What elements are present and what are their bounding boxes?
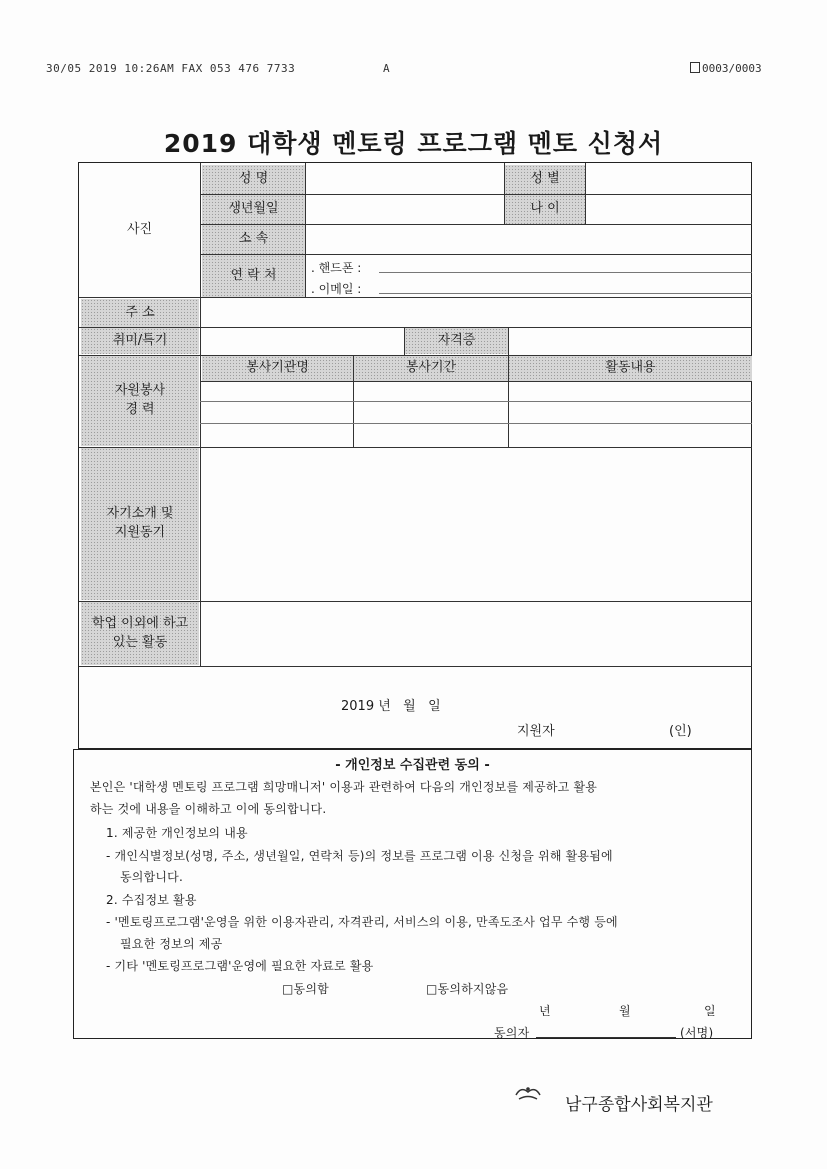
volunteer-label: 자원봉사 경 력 <box>114 383 166 417</box>
privacy-consent-box <box>73 749 752 1039</box>
fax-page-number: 0003/0003 <box>690 62 762 75</box>
consent-section-1b: 동의합니다. <box>120 870 183 884</box>
phone-label: . 핸드폰 : <box>311 261 362 275</box>
gender-label: 성 별 <box>530 171 560 187</box>
vol-period-header: 봉사기간 <box>405 360 457 376</box>
age-label: 나 이 <box>530 201 560 217</box>
applicant-label: 지원자 <box>517 724 555 739</box>
agree-checkbox[interactable]: □동의함 <box>282 982 329 996</box>
intro-label: 자기소개 및 지원동기 <box>106 506 174 540</box>
consenter-label: 동의자 <box>494 1026 530 1040</box>
fax-mark: A <box>383 62 390 75</box>
organization-logo-icon <box>513 1083 543 1105</box>
birth-label: 생년월일 <box>228 201 279 217</box>
consent-section-1: 1. 제공한 개인정보의 내용 <box>106 826 248 840</box>
sign-label: (서명) <box>680 1026 714 1040</box>
other-activity-label: 학업 이외에 하고 있는 활동 <box>91 615 189 650</box>
license-label: 자격증 <box>437 332 476 348</box>
consent-section-2a: - '멘토링프로그램'운영을 위한 이용자관리, 자격관리, 서비스의 이용, 만족도조사 업무 수행 등에 <box>106 915 618 929</box>
consent-section-2: 2. 수집정보 활용 <box>106 893 197 907</box>
consent-title: - 개인정보 수집관련 동의 - <box>335 758 490 773</box>
page-icon <box>690 62 700 73</box>
address-label: 주 소 <box>125 304 155 320</box>
seal-label: (인) <box>669 724 692 739</box>
disagree-checkbox[interactable]: □동의하지않음 <box>426 982 509 996</box>
contact-label: 연 락 처 <box>230 267 277 283</box>
name-label: 성 명 <box>238 171 269 187</box>
affiliation-label: 소 속 <box>238 231 269 247</box>
organization-name: 남구종합사회복지관 <box>565 1095 713 1115</box>
consent-intro-2: 하는 것에 내용을 이해하고 이에 동의합니다. <box>90 802 327 816</box>
email-label: . 이메일 : <box>311 282 362 296</box>
page-title: 2019 대학생 멘토링 프로그램 멘토 신청서 <box>163 129 664 158</box>
hobby-label: 취미/특기 <box>112 332 168 348</box>
photo-label: 사진 <box>126 221 153 237</box>
consent-year: 년 <box>539 1004 551 1018</box>
application-date: 2019 년 월 일 <box>341 699 441 714</box>
fax-header-line: 30/05 2019 10:26AM FAX 053 476 7733 <box>46 62 296 75</box>
consent-section-2b: 필요한 정보의 제공 <box>120 937 223 951</box>
vol-activity-header: 활동내용 <box>605 360 656 376</box>
consent-day: 일 <box>704 1004 716 1018</box>
application-form <box>78 162 752 749</box>
consent-intro-1: 본인은 '대학생 멘토링 프로그램 희망매니저' 이용과 관련하여 다음의 개인정보를 제공하고 활용 <box>90 780 598 794</box>
vol-org-header: 봉사기관명 <box>246 360 309 376</box>
consent-section-2c: - 기타 '멘토링프로그램'운영에 필요한 자료로 활용 <box>106 959 374 973</box>
consent-section-1a: - 개인식별정보(성명, 주소, 생년월일, 연락처 등)의 정보를 프로그램 이용 신청을 위해 활용됨에 <box>106 849 613 863</box>
consent-month: 월 <box>619 1004 631 1018</box>
